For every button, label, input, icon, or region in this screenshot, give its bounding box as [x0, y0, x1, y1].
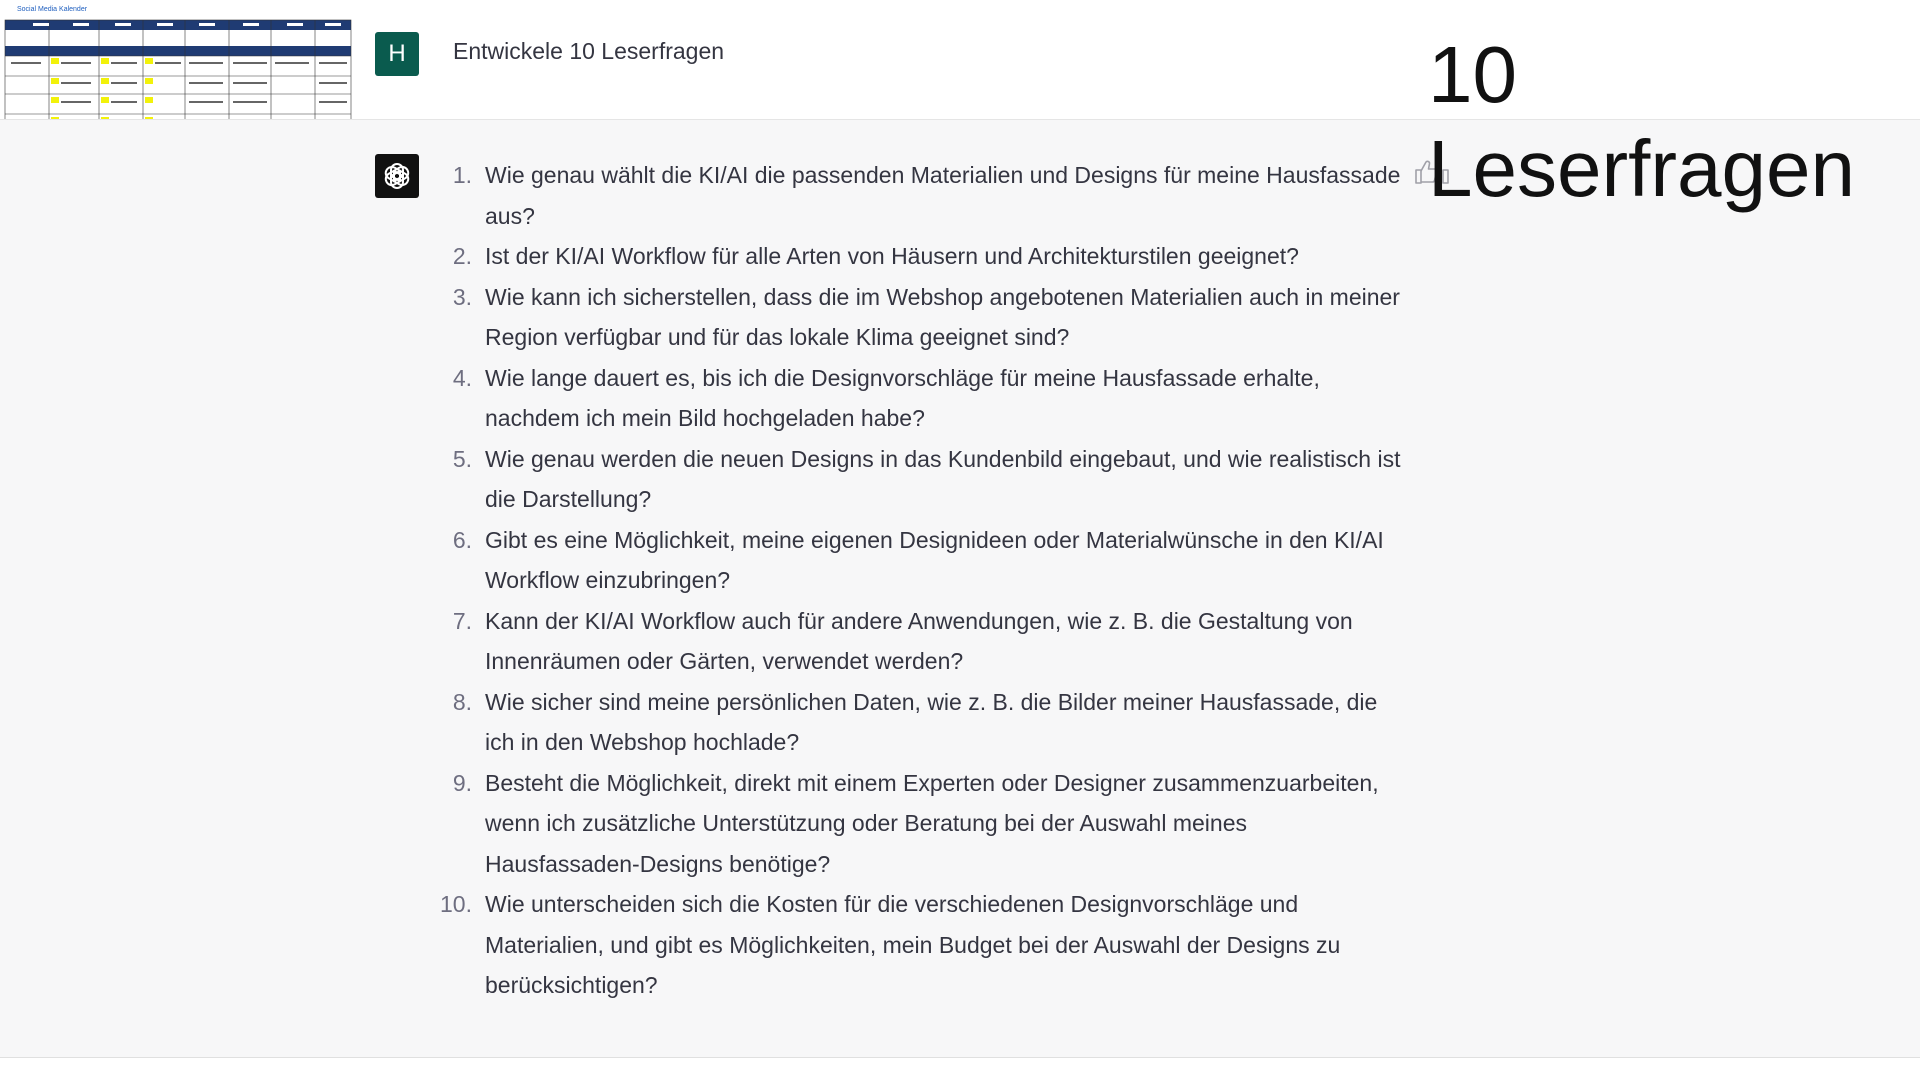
list-item [436, 439, 1406, 520]
overlay-title-line1: 10 [1428, 30, 1517, 119]
list-number: 2. [452, 243, 472, 269]
list-number: 9. [452, 769, 472, 796]
list-text: Wie kann ich sicherstellen, dass die im Webshop angebotenen Materialien auch in meiner Region verfügbar und für das lokale Klima geeignet sind? [485, 283, 1400, 350]
list-number: 3. [452, 283, 472, 310]
calendar-thumbnail-title: Social Media Kalender [17, 6, 88, 13]
list-text: Wie sicher sind meine persönlichen Daten, wie z. B. die Bilder meiner Hausfassade, die ich in den Webshop hochlade? [485, 688, 1378, 755]
list-number: 7. [452, 607, 472, 634]
list-item [436, 682, 1406, 763]
list-item [436, 155, 1406, 236]
list-number: 8. [452, 688, 472, 715]
list-text: Wie genau wählt die KI/AI die passenden Materialien und Designs für meine Hausfassade aus? [485, 162, 1401, 229]
list-item [436, 358, 1406, 439]
list-number: 5. [452, 445, 472, 472]
user-avatar: H [375, 32, 419, 76]
list-item [436, 520, 1406, 601]
overlay-title-line2: Leserfragen [1428, 124, 1855, 213]
list-item [436, 884, 1406, 1006]
list-text: Kann der KI/AI Workflow auch für andere Anwendungen, wie z. B. die Gestaltung von Innenräumen oder Gärten, verwendet werden? [485, 607, 1353, 674]
answer-list [436, 155, 1406, 1006]
list-text: Wie genau werden die neuen Designs in das Kundenbild eingebaut, und wie realistisch ist die Darstellung? [485, 445, 1401, 512]
list-number: 6. [452, 526, 472, 553]
list-item [436, 277, 1406, 358]
list-text: Wie unterscheiden sich die Kosten für die verschiedenen Designvorschläge und Materialien, und gibt es Möglichkeiten, mein Budget bei der Auswahl der Designs zu berücksichtigen? [485, 891, 1341, 998]
user-prompt-text: Entwickele 10 Leserfragen [453, 38, 725, 64]
list-number: 10. [440, 891, 472, 917]
list-number: 4. [452, 364, 472, 391]
bot-avatar [375, 154, 419, 198]
list-text: Wie lange dauert es, bis ich die Designvorschläge für meine Hausfassade erhalte, nachdem ich mein Bild hochgeladen habe? [485, 364, 1320, 431]
list-text: Ist der KI/AI Workflow für alle Arten von Häusern und Architekturstilen geeignet? [485, 243, 1299, 269]
list-text: Besteht die Möglichkeit, direkt mit einem Experten oder Designer zusammenzuarbeiten, wenn ich zusätzliche Unterstützung oder Beratung bei der Auswahl meines Hausfassaden-Designs benötige? [485, 769, 1379, 877]
list-number: 1. [452, 162, 472, 188]
overlay-title [1428, 28, 1855, 216]
list-item [436, 763, 1406, 885]
list-text: Gibt es eine Möglichkeit, meine eigenen Designideen oder Materialwünsche in den KI/AI Workflow einzubringen? [485, 526, 1384, 593]
list-item [436, 236, 1406, 277]
openai-logo-icon [381, 160, 413, 192]
list-item [436, 601, 1406, 682]
